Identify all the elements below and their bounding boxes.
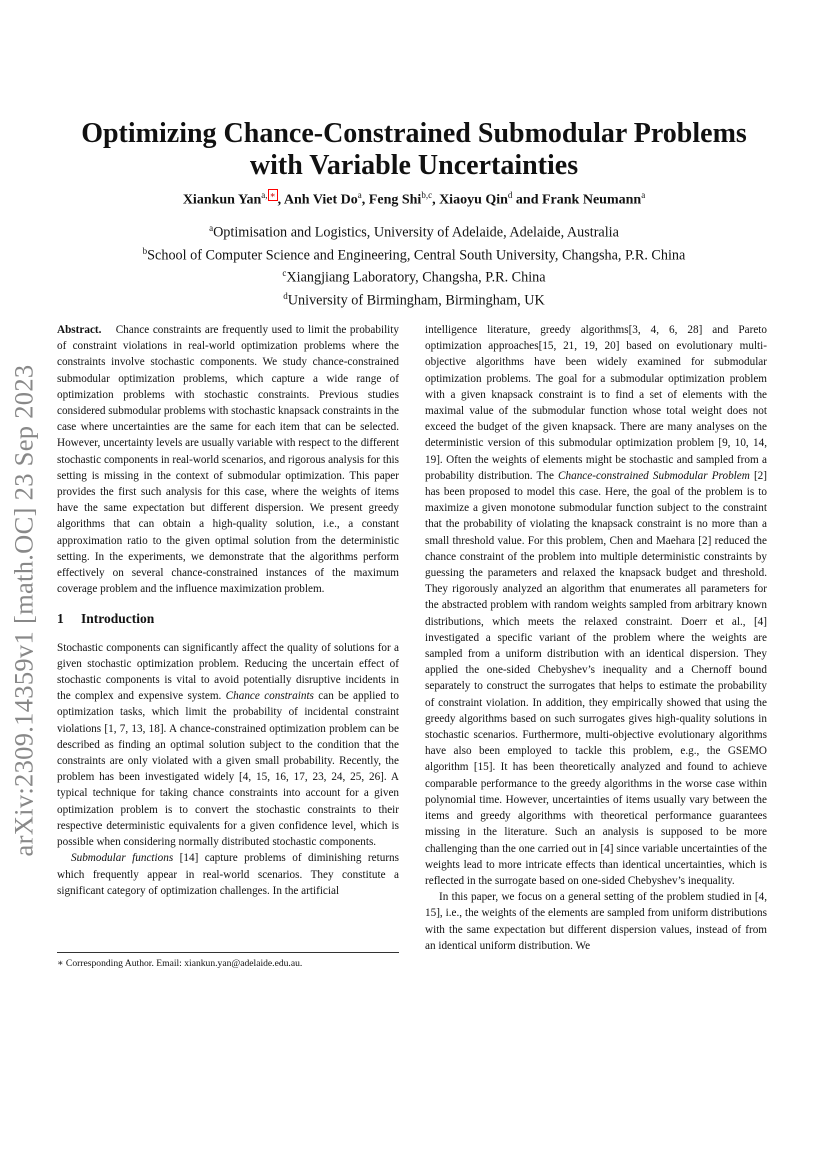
intro-paragraph-1 <box>57 640 399 851</box>
footnote-divider <box>57 952 399 953</box>
affiliation-d <box>50 287 778 310</box>
affil-text: Xiangjiang Laboratory, Changsha, P.R. China <box>286 270 546 287</box>
footnote: ∗ Corresponding Author. Email: xiankun.yan@adelaide.edu.au. <box>57 958 303 969</box>
author-affil-sup: d <box>507 190 513 200</box>
left-column <box>57 322 399 899</box>
author-affil-sup: b,c <box>421 190 433 200</box>
author-list <box>50 190 778 209</box>
emphasis: Chance-constrained Submodular Problem <box>558 469 750 482</box>
affil-sup: a <box>209 223 214 233</box>
affiliation-c <box>50 264 778 287</box>
intro-paragraph-3 <box>425 322 767 889</box>
affil-text: Optimisation and Logistics, University of Adelaide, Adelaide, Australia <box>213 224 619 241</box>
author-name: , Xiaoyu Qin <box>432 192 508 208</box>
author-name: and Frank Neumann <box>512 192 642 208</box>
abstract <box>57 322 399 597</box>
paper-title <box>50 118 778 182</box>
arxiv-id: arXiv:2309.14359v1 [math.OC] 23 Sep 2023 <box>8 364 39 856</box>
affil-text: University of Birmingham, Birmingham, UK <box>287 292 545 309</box>
author-name: , Feng Shi <box>361 192 422 208</box>
section-heading <box>57 611 399 627</box>
text-run: can be applied to optimization tasks, which limit the probability of incidental constraint violations [1, 7, 13, 18]. A chance-constrained optimization problem can be described as finding an optimal solution subject to the condition that the constraints are only violated with a given small probability. Recently, the problem has been investigated widely [4, 15, 16, 17, 23, 24, 25, 26]. A typical technique for taking chance constraints into account for a given optimization problem is to convert the stochastic constraints to their respective deterministic equivalents for a given confidence level, which is possible when considering normally distributed stochastic components. <box>57 690 400 849</box>
author-affil-sup: a <box>641 190 646 200</box>
emphasis: Submodular functions <box>71 852 174 865</box>
arxiv-watermark <box>4 345 44 875</box>
title-line-1: Optimizing Chance-Constrained Submodular Problems <box>81 118 747 149</box>
footnote-link[interactable]: ∗ <box>269 190 276 200</box>
abstract-text: Chance constraints are frequently used to limit the probability of constraint violations in real-world optimization problems where the constraints involve stochastic components. We study chance-constrained submodular optimization problems, which capture a wide range of optimization problems with stochastic constraints. Previous studies considered submodular problems with stochastic knapsack constraints in the case where uncertainties are the same for each item that can be selected. However, uncertainty levels are usually variable with respect to the different stochastic components in real-world scenarios, and rigorous analysis for this setting is missing in the context of submodular optimization. This paper provides the first such analysis for this case, where the weights of items have the same expectation but different dispersion. We present greedy algorithms that can obtain a high-quality solution, i.e., a constant approximation ratio to the given optimal solution from the deterministic setting. In the experiments, we demonstrate that the algorithms perform effectively on several chance-constrained instances of the maximum coverage problem and the influence maximization problem. <box>57 324 399 596</box>
author-name: Xiankun Yan <box>182 192 262 208</box>
affil-sup: d <box>283 291 288 302</box>
section-title: Introduction <box>81 611 155 627</box>
author-affil-sup: a, <box>261 190 268 200</box>
text-run: [2] has been proposed to model this case. Here, the goal of the problem is to maximize a given monotone submodular function subject to the constraint that the probability of violating the knapsack constraint is no more than a small threshold value. For this problem, Chen and Maehara [2] reduced the chance constraint of the problem into multiple deterministic constraints by guessing the parameters and relaxed the knapsack budget and threshold. They rigorously analyzed an algorithm that enumerates all parameters for the abstracted problem with random weights sampled from arbitrary known distributions, which meets the relaxed constraint. Doerr et al., [4] investigated a specific variant of the problem where the weights are sampled from a uniform distribution with an identical dispersion. They applied the one-sided Chebyshev’s inequality and a Chernoff bound separately to construct the surrogates that helps to estimate the probability of constraint violation. In addition, they empirically showed that using the greedy algorithms based on such surrogates gives high-quality solutions in stochastic scenarios. Furthermore, multi-objective evolutionary algorithms have also been employed to tackle this problem, e.g., the GSEMO algorithm [15]. It has been theoretically analyzed and found to achieve comparable performance to the greedy algorithms in the worse case within polynomial time. However, uncertainties of items usually vary between the items and greedy algorithms with theoretical performance guarantees missing in the literature. Such an analysis is supposed to be more challenging than the one carried out in [4] since variable uncertainties of the weights lead to more intricate effects than identical uncertainties, which is reflected in the surrogate based on one-sided Chebyshev’s inequality. <box>425 469 767 887</box>
author-name: , Anh Viet Do <box>277 192 358 208</box>
affil-sup: b <box>142 245 148 256</box>
intro-paragraph-2 <box>57 850 399 899</box>
text-run: [14] capture problems of diminishing returns which frequently appear in real-world scenarios. They constitute a significant category of optimization challenges. In the artificial <box>57 852 399 897</box>
affil-sup: c <box>282 268 287 279</box>
affiliation-b <box>50 242 778 265</box>
section-number: 1 <box>57 611 64 627</box>
right-column <box>425 322 767 954</box>
affiliations <box>50 219 778 310</box>
affiliation-a <box>50 219 778 242</box>
abstract-label: Abstract. <box>57 324 102 336</box>
emphasis: Chance constraints <box>225 690 314 703</box>
intro-paragraph-4: In this paper, we focus on a general setting of the problem studied in [4, 15], i.e., the weights of the elements are sampled from uniform distributions with the same expectation but different dispersion values, instead of from an identical uniform distribution. We <box>425 891 767 952</box>
author-affil-sup: a <box>357 190 362 200</box>
affil-text: School of Computer Science and Engineering, Central South University, Changsha, P.R. China <box>147 247 686 264</box>
title-line-2: with Variable Uncertainties <box>249 150 579 181</box>
text-run: Stochastic components can significantly affect the quality of solutions for a given stochastic optimization problem. Reducing the uncertain effect of stochastic components is vital to avoid potentially disruptive incidents in the complex and expensive system. <box>57 641 399 703</box>
text-run: intelligence literature, greedy algorithms[3, 4, 6, 28] and Pareto optimization approaches[15, 21, 19, 20] based on evolutionary multi-objective algorithms have been widely examined for submodular optimization problems. The goal for a submodular optimization problem with a given knapsack constraint is to find a set of elements with the maximal value of the submodular function whose total weight does not exceed the budget of the given knapsack. There are many analyses on the deterministic version of this submodular optimization problem [9, 10, 14, 19]. Often the weights of elements might be stochastic and sampled from a probability distribution. The <box>425 324 767 482</box>
